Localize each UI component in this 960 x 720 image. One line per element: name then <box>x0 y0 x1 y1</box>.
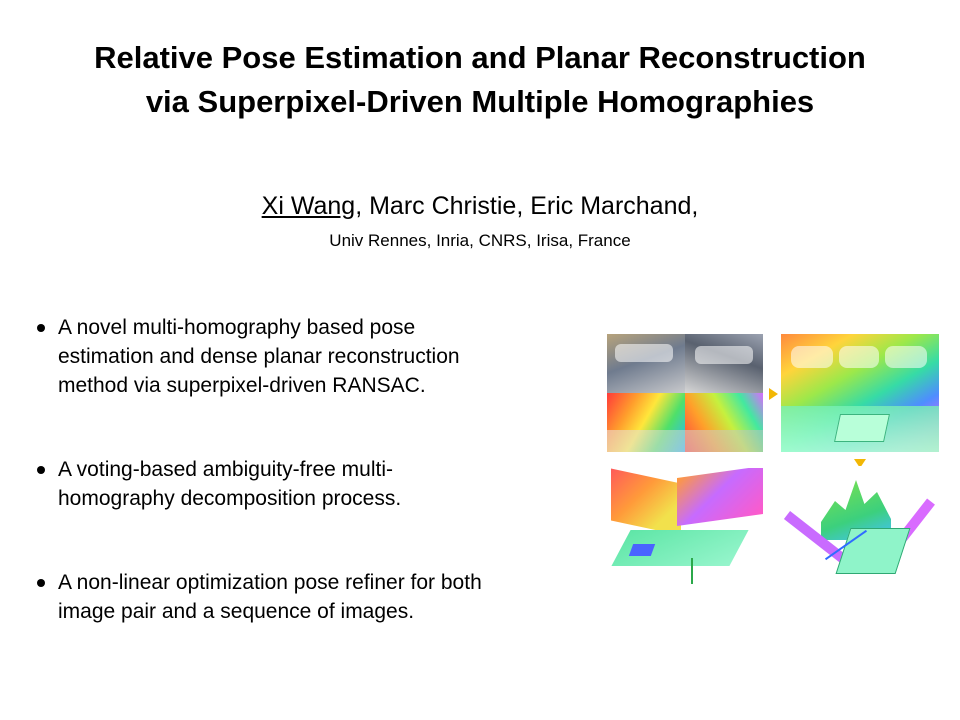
recon-plane <box>611 469 681 536</box>
contribution-item-2-line-2: homography decomposition process. <box>58 487 402 510</box>
title-line-1: Relative Pose Estimation and Planar Reconstruction <box>94 40 866 75</box>
contribution-item-1-line-2: estimation and dense planar reconstruction <box>58 345 460 368</box>
segment-letter-block <box>791 346 833 368</box>
contribution-item-2-line-1: A voting-based ambiguity-free multi- <box>58 458 393 481</box>
camera-axis <box>691 558 693 584</box>
title-line-2: via Superpixel-Driven Multiple Homographies <box>145 84 815 119</box>
input-view-1 <box>607 334 685 393</box>
contribution-item-3-line-1: A non-linear optimization pose refiner for both <box>58 571 482 594</box>
scene-floor <box>607 430 763 452</box>
segment-book <box>834 414 890 442</box>
author-list <box>0 188 960 224</box>
arrow-right-icon <box>769 388 778 400</box>
method-figure <box>605 330 950 592</box>
bullet-dot-icon <box>37 579 45 587</box>
contribution-list <box>34 313 609 626</box>
scene-text-block <box>615 344 673 362</box>
planar-segmentation-image <box>781 334 939 452</box>
presenting-author: Xi Wang <box>261 192 356 220</box>
segment-letter-block <box>885 346 927 368</box>
affiliation: Univ Rennes, Inria, CNRS, Irisa, France <box>329 231 631 250</box>
contribution-item-1-line-3: method via superpixel-driven RANSAC. <box>58 374 426 397</box>
slide-title <box>0 36 960 124</box>
bullet-dot-icon <box>37 324 45 332</box>
bullet-dot-icon <box>37 466 45 474</box>
contribution-item-3 <box>34 568 609 626</box>
contribution-item-3-line-2: image pair and a sequence of images. <box>58 600 415 623</box>
contribution-item-2 <box>34 455 609 513</box>
input-superpixel-image <box>607 334 763 452</box>
recon-plane <box>677 468 763 526</box>
contribution-item-1-line-1: A novel multi-homography based pose <box>58 316 416 339</box>
recon-patch <box>629 544 655 556</box>
co-authors: , Marc Christie, Eric Marchand, <box>355 192 699 220</box>
reconstruction-view-side <box>781 466 947 588</box>
segment-letter-block <box>839 346 879 368</box>
reconstruction-view-front <box>607 468 767 588</box>
scene-text-block <box>695 346 753 364</box>
contribution-item-1 <box>34 313 609 400</box>
